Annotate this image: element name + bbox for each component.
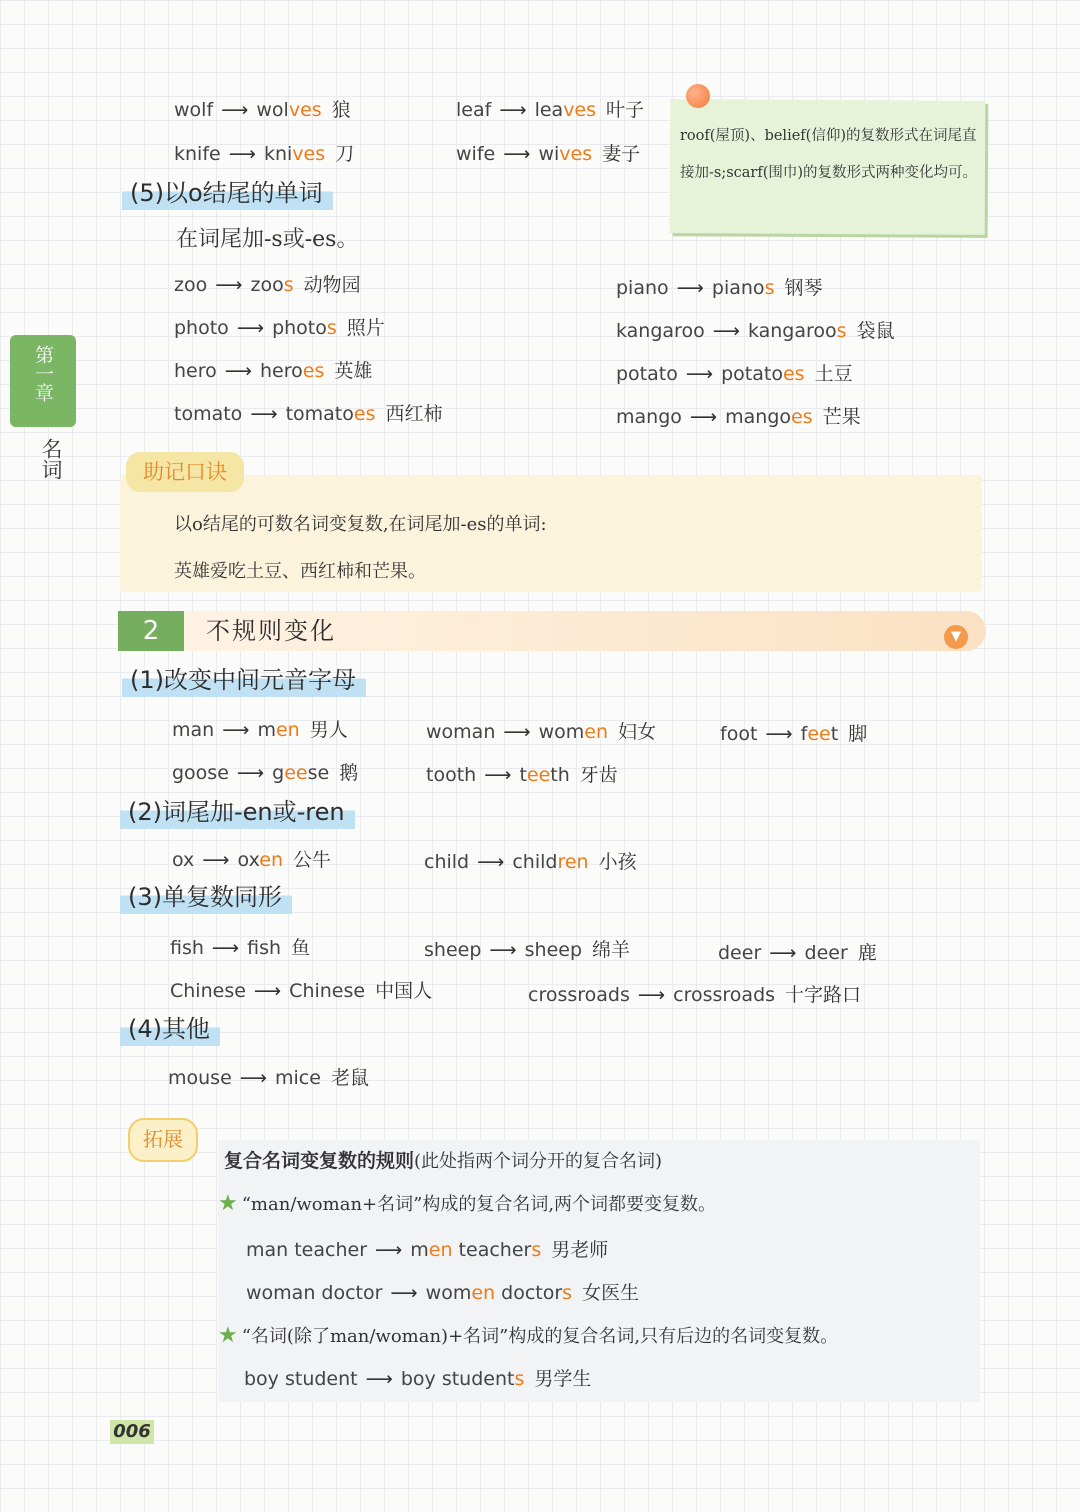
word-pair (174, 139, 354, 166)
word-pair (170, 976, 432, 1003)
subsection-heading: (3)单复数同形 (120, 880, 292, 914)
rule-text: “man/woman+名词”构成的复合名词,两个词都要变复数。 (241, 1194, 717, 1215)
singular-word: child (424, 851, 470, 873)
chinese-meaning: 中国人 (375, 980, 433, 1002)
singular-word: crossroads (528, 984, 630, 1006)
singular-word: wolf (174, 99, 214, 121)
singular-word: potato (616, 363, 678, 385)
singular-word: mouse (168, 1067, 232, 1089)
arrow-icon: ⟶ (365, 1368, 393, 1390)
singular-word: piano (616, 277, 669, 299)
arrow-icon: ⟶ (503, 721, 531, 743)
star-icon: ★ (218, 1323, 238, 1348)
singular-word: tomato (174, 403, 243, 425)
plural-word: mice (275, 1067, 321, 1089)
singular-word: man (172, 719, 215, 741)
plural-tail: t (830, 723, 839, 745)
subsection-heading: (4)其他 (120, 1012, 220, 1046)
singular-word: tooth (426, 764, 477, 786)
word-pair (424, 847, 637, 874)
singular-word: deer (718, 942, 762, 964)
word-pair (424, 935, 630, 962)
chinese-meaning: 动物园 (303, 274, 361, 296)
word-pair (246, 1235, 608, 1262)
chapter-label: 第一章 (32, 345, 54, 402)
plural-ending: en (259, 849, 283, 871)
word-pair (172, 715, 348, 742)
singular-word: hero (174, 360, 217, 382)
arrow-icon: ⟶ (499, 99, 527, 121)
singular-word: goose (172, 762, 229, 784)
chinese-meaning: 钢琴 (784, 277, 823, 299)
plural-ending: en (275, 719, 300, 741)
arrow-icon: ⟶ (228, 143, 256, 165)
chinese-meaning: 芒果 (822, 406, 861, 428)
arrow-icon: ⟶ (215, 274, 243, 296)
singular-word: Chinese (170, 980, 246, 1002)
page-number: 006 (110, 1420, 154, 1444)
word-pair (174, 95, 351, 122)
plural-ending: ves (288, 99, 322, 121)
arrow-icon: ⟶ (239, 1067, 268, 1089)
chinese-meaning: 英雄 (334, 360, 373, 382)
word-pair (168, 1063, 369, 1090)
word-pair (426, 717, 656, 744)
word-pair (528, 980, 861, 1007)
chinese-meaning: 鹅 (339, 762, 359, 784)
word-pair (616, 359, 853, 386)
plural-ending: es (353, 403, 376, 425)
plural-ending: ves (559, 143, 593, 165)
chinese-meaning: 十字路口 (785, 984, 862, 1006)
word-pair (456, 95, 644, 122)
arrow-icon: ⟶ (202, 849, 230, 871)
chinese-meaning: 男人 (309, 719, 348, 741)
plural-stem: potato (721, 363, 783, 385)
arrow-icon: ⟶ (712, 320, 740, 342)
plural-word: fish (247, 937, 282, 959)
chinese-meaning: 脚 (848, 723, 868, 745)
word-pair (172, 758, 358, 785)
plural-word: crossroads (673, 984, 776, 1006)
star-icon: ★ (218, 1191, 238, 1216)
section-lead: 在词尾加-s或-es。 (176, 227, 359, 252)
arrow-icon: ⟶ (503, 143, 531, 165)
plural-stem: zoo (250, 274, 284, 296)
plural-ending: s (562, 1282, 573, 1304)
plural-stem: wol (256, 99, 289, 121)
chinese-meaning: 男老师 (551, 1239, 609, 1261)
chapter-subject: 名词 (39, 438, 63, 480)
plural-ending: es (791, 406, 813, 428)
plural-stem: photo (272, 317, 327, 339)
chinese-meaning: 男学生 (534, 1368, 592, 1390)
chinese-meaning: 老鼠 (330, 1067, 369, 1089)
plural-stem: lea (534, 99, 564, 121)
extension-title-main: 复合名词变复数的规则 (224, 1150, 415, 1172)
section-heading: (5)以o结尾的单词 (122, 176, 333, 210)
subsection-heading: (1)改变中间元音字母 (122, 663, 366, 697)
singular-word: knife (174, 143, 221, 165)
arrow-icon: ⟶ (765, 723, 793, 745)
plural-stem: f (800, 723, 808, 745)
plural-ending: en (584, 721, 609, 743)
word-pair (244, 1364, 591, 1391)
extension-box (218, 1140, 980, 1402)
rule-text: “名词(除了man/woman)+名词”构成的复合名词,只有后边的名词变复数。 (241, 1326, 839, 1347)
arrow-icon: ⟶ (689, 406, 718, 428)
singular-word: photo (174, 317, 229, 339)
plural-ending: ves (292, 143, 326, 165)
chinese-meaning: 绵羊 (592, 939, 631, 961)
plural-stem: teacher (452, 1239, 532, 1261)
arrow-icon: ⟶ (637, 984, 666, 1006)
plural-ending: s (326, 317, 337, 339)
extension-title (224, 1146, 662, 1173)
plural-stem: m (410, 1239, 429, 1261)
plural-stem: ox (237, 849, 260, 871)
plural-ending: s (283, 274, 294, 296)
plural-stem: piano (711, 277, 765, 299)
chinese-meaning: 照片 (346, 317, 385, 339)
plural-tail: se (307, 762, 330, 784)
singular-word: kangaroo (616, 320, 705, 342)
plural-stem: boy student (400, 1368, 515, 1390)
plural-word: sheep (524, 939, 583, 961)
plural-stem: doctor (495, 1282, 563, 1304)
arrow-icon: ⟶ (250, 403, 278, 425)
subsection-heading: (2)词尾加-en或-ren (120, 795, 355, 829)
plural-stem: tomato (285, 403, 354, 425)
plural-word: deer (804, 942, 848, 964)
word-pair (426, 760, 618, 787)
plural-stem: child (512, 851, 558, 873)
chinese-meaning: 小孩 (598, 851, 637, 873)
chinese-meaning: 公牛 (292, 849, 331, 871)
singular-word: leaf (456, 99, 492, 121)
arrow-icon: ⟶ (211, 937, 240, 959)
plural-stem: m (257, 719, 276, 741)
arrow-icon: ⟶ (477, 851, 505, 873)
singular-word: woman (426, 721, 496, 743)
plural-ending: ee (807, 723, 831, 745)
singular-word: woman doctor (246, 1282, 383, 1304)
mnemonic-line: 以o结尾的可数名词变复数,在词尾加-es的单词: (174, 514, 547, 535)
chevron-down-icon[interactable]: ▼ (944, 625, 968, 649)
plural-ending: ee (284, 762, 308, 784)
plural-ending: es (782, 363, 805, 385)
plural-ending: s (836, 320, 847, 342)
word-pair (170, 933, 310, 960)
word-pair (174, 313, 385, 340)
arrow-icon: ⟶ (222, 719, 250, 741)
word-pair (174, 399, 442, 426)
plural-stem: wom (425, 1282, 472, 1304)
plural-ending: en (471, 1282, 496, 1304)
chinese-meaning: 妻子 (602, 143, 641, 165)
word-pair (720, 719, 867, 746)
word-pair (172, 845, 331, 872)
extension-title-sub: (此处指两个词分开的复合名词) (414, 1151, 663, 1172)
arrow-icon: ⟶ (489, 939, 517, 961)
arrow-icon: ⟶ (253, 980, 282, 1002)
section-number: 2 (118, 611, 184, 651)
chinese-meaning: 叶子 (606, 99, 645, 121)
section-title: 不规则变化 (206, 617, 336, 645)
word-pair (616, 273, 822, 300)
chapter-tab (10, 335, 76, 427)
chinese-meaning: 鹿 (857, 942, 877, 964)
arrow-icon: ⟶ (769, 942, 797, 964)
word-pair (718, 938, 877, 965)
chinese-meaning: 鱼 (291, 937, 311, 959)
plural-ending: s (514, 1368, 525, 1390)
chinese-meaning: 刀 (335, 143, 355, 165)
chinese-meaning: 牙齿 (579, 764, 618, 786)
plural-stem: wom (538, 721, 585, 743)
singular-word: sheep (424, 939, 482, 961)
singular-word: ox (172, 849, 195, 871)
chinese-meaning: 妇女 (618, 721, 657, 743)
singular-word: boy student (244, 1368, 358, 1390)
arrow-icon: ⟶ (375, 1239, 403, 1261)
mnemonic-badge: 助记口诀 (126, 452, 244, 492)
word-pair (616, 402, 861, 429)
plural-stem: mango (725, 406, 792, 428)
plural-ending: ee (526, 764, 551, 786)
plural-ending: s (764, 277, 775, 299)
arrow-icon: ⟶ (224, 360, 252, 382)
pin-icon (686, 84, 710, 108)
plural-tail: th (550, 764, 570, 786)
plural-ending: s (531, 1239, 542, 1261)
singular-word: zoo (174, 274, 208, 296)
arrow-icon: ⟶ (221, 99, 249, 121)
singular-word: wife (456, 143, 496, 165)
word-pair (174, 270, 361, 297)
plural-ending: ren (557, 851, 589, 873)
arrow-icon: ⟶ (685, 363, 714, 385)
arrow-icon: ⟶ (236, 317, 265, 339)
plural-ending: en (428, 1239, 453, 1261)
plural-ending: ves (563, 99, 597, 121)
singular-word: foot (720, 723, 758, 745)
plural-stem: wi (538, 143, 560, 165)
sticky-note-text: roof(屋顶)、belief(信仰)的复数形式在词尾直接加-s;scarf(围巾)的复数形式两种变化均可。 (680, 128, 978, 181)
word-pair (456, 139, 640, 166)
chinese-meaning: 狼 (331, 99, 351, 121)
arrow-icon: ⟶ (390, 1282, 418, 1304)
plural-stem: kni (263, 143, 293, 165)
mnemonic-line: 英雄爱吃土豆、西红柿和芒果。 (174, 561, 426, 582)
chinese-meaning: 女医生 (582, 1282, 640, 1304)
arrow-icon: ⟶ (484, 764, 512, 786)
rule-line (218, 1322, 838, 1348)
arrow-icon: ⟶ (236, 762, 265, 784)
chinese-meaning: 西红柿 (385, 403, 443, 425)
chinese-meaning: 袋鼠 (856, 320, 895, 342)
singular-word: mango (616, 406, 682, 428)
plural-stem: t (519, 764, 527, 786)
extension-badge: 拓展 (128, 1118, 198, 1162)
plural-stem: hero (260, 360, 303, 382)
singular-word: man teacher (246, 1239, 368, 1261)
plural-ending: es (302, 360, 325, 382)
word-pair (174, 356, 372, 383)
plural-stem: kangaroo (747, 320, 837, 342)
rule-line (218, 1190, 716, 1216)
chinese-meaning: 土豆 (814, 363, 853, 385)
singular-word: fish (170, 937, 204, 959)
word-pair (616, 316, 895, 343)
plural-stem: g (272, 762, 285, 784)
word-pair (246, 1278, 639, 1305)
arrow-icon: ⟶ (676, 277, 704, 299)
plural-word: Chinese (289, 980, 366, 1002)
